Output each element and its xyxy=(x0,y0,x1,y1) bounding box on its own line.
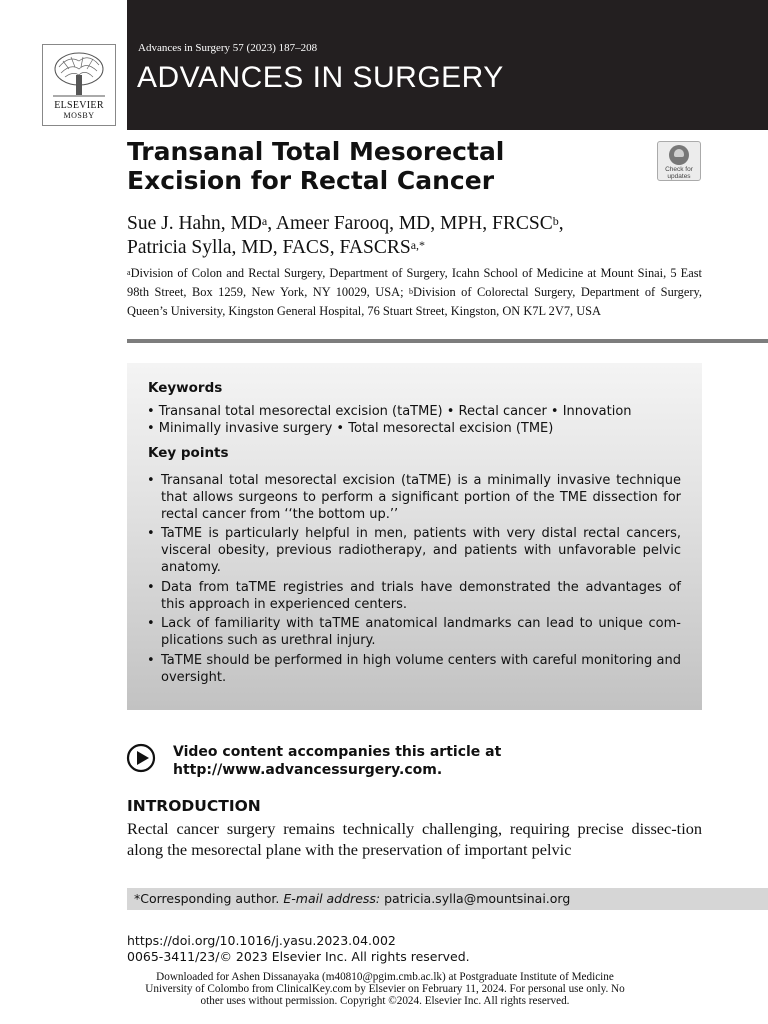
article-title: Transanal Total Mesorectal Excision for Rectal Cancer xyxy=(127,137,505,195)
check-for-updates-label: Check for updates xyxy=(665,166,693,180)
author-affiliation-marker: a xyxy=(261,214,268,228)
key-point-item: • TaTME should be performed in high volume centers with careful monitoring and oversight. xyxy=(147,653,681,687)
key-point-item: • Transanal total mesorectal excision (taTME) is a minimally invasive technique that allows surgeons to perform a significant portion of the TME dissection for rectal cancer from ‘‘the bottom up.’’ xyxy=(147,473,681,523)
video-content-note: Video content accompanies this article at http://www.advancessurgery.com. xyxy=(173,744,502,778)
elsevier-tree-icon xyxy=(49,49,109,99)
author-affiliation-marker: a,* xyxy=(410,238,426,252)
key-points-heading: Key points xyxy=(148,445,229,461)
author-name: Sue J. Hahn, MD xyxy=(127,213,262,234)
doi-block xyxy=(127,933,470,965)
key-points-list xyxy=(147,473,681,690)
section-divider xyxy=(127,339,768,343)
journal-banner xyxy=(127,0,768,130)
keywords-heading: Keywords xyxy=(148,380,223,396)
key-point-item: • TaTME is particularly helpful in men, patients with very distal rectal cancers, visceral obesity, previous radiotherapy, and patients with unfavorable pelvic anatomy. xyxy=(147,526,681,576)
keywords-line: • Minimally invasive surgery • Total mesorectal excision (TME) xyxy=(147,421,554,436)
keypoints-box xyxy=(127,363,702,710)
affiliation-text: Division of Colon and Rectal Surgery, Department of Surgery, Icahn School of Medicine at Mount Sinai, 5 East 98th Street, Box 1259, New York, NY 10029, USA; xyxy=(127,266,702,299)
copyright-line: 0065-3411/23/© 2023 Elsevier Inc. All rights reserved. xyxy=(127,949,470,964)
affiliation-marker: b xyxy=(409,287,413,296)
play-video-icon[interactable] xyxy=(126,743,156,773)
keywords-line: • Transanal total mesorectal excision (taTME) • Rectal cancer • Innovation xyxy=(147,404,632,419)
author-affiliation-marker: b xyxy=(552,214,559,228)
publisher-logo xyxy=(42,44,116,126)
journal-name: ADVANCES IN SURGERY xyxy=(137,61,504,94)
crossmark-icon xyxy=(669,145,689,165)
key-point-item: • Data from taTME registries and trials have demonstrated the advantages of this approach in experienced centers. xyxy=(147,580,681,614)
author-list xyxy=(127,212,727,260)
email-address[interactable]: patricia.sylla@mountsinai.org xyxy=(380,891,571,906)
affiliation-text: Division of Colorectal Surgery, Department of Surgery, Queen’s University, Kingston General Hospital, 76 Stuart Street, Kingston, ON K7L 2V7, USA xyxy=(127,285,702,318)
footnote-prefix: *Corresponding author. xyxy=(134,891,284,906)
author-separator: , xyxy=(558,213,564,234)
author-separator: , xyxy=(267,213,276,234)
download-notice: Downloaded for Ashen Dissanayaka (m40810@pgim.cmb.ac.lk) at Postgraduate Institute of Medicine University of Colombo from ClinicalKey.com by Elsevier on February 11, 2024. For personal use only. No other uses without permission. Copyright ©2024. Elsevier Inc. All rights reserved. xyxy=(145,971,625,1007)
author-name: Patricia Sylla, MD, FACS, FASCRS xyxy=(127,237,411,258)
key-point-item: • Lack of familiarity with taTME anatomical landmarks can lead to unique com-plications such as urethral injury. xyxy=(147,616,681,650)
email-label: E-mail address: xyxy=(283,891,381,906)
corresponding-author-footnote xyxy=(127,888,768,910)
publisher-imprint: MOSBY xyxy=(63,111,95,120)
affiliation-marker: a xyxy=(127,268,131,277)
introduction-text: Rectal cancer surgery remains technically challenging, requiring precise dissec-tion along the mesorectal plane with the preservation of important pelvic xyxy=(127,819,702,859)
publisher-name: ELSEVIER xyxy=(54,100,104,111)
author-name: Ameer Farooq, MD, MPH, FRCSC xyxy=(275,213,553,234)
affiliations xyxy=(127,264,702,321)
section-heading-introduction: INTRODUCTION xyxy=(127,797,261,815)
doi-link[interactable]: https://doi.org/10.1016/j.yasu.2023.04.002 xyxy=(127,933,396,948)
journal-citation: Advances in Surgery 57 (2023) 187–208 xyxy=(138,42,318,54)
check-for-updates-button[interactable] xyxy=(657,141,701,181)
